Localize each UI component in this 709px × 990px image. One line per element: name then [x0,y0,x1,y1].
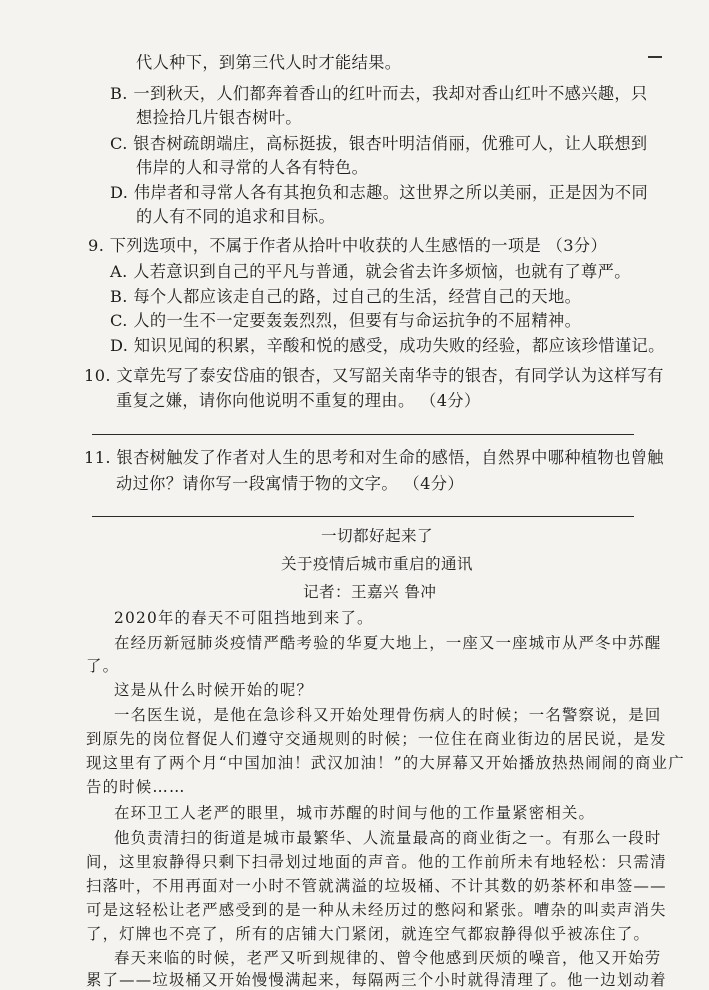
article-paragraph-3: 这是从什么时候开始的呢？ [114,681,314,699]
article-paragraph-2-continuation: 了。 [86,657,120,675]
article-paragraph-6-line-5: 了，灯牌也不亮了，所有的店铺大门紧闭，就连空气都寂静得似乎被冻住了。 [86,925,651,943]
q8-option-a-continuation: 代人种下，到第三代人时才能结果。 [136,53,402,72]
article-paragraph-4: 一名医生说，是他在急诊科又开始处理骨伤病人的时候；一名警察说，是回 [114,706,662,724]
article-paragraph-5: 在环卫工人老严的眼里，城市苏醒的时间与他的工作量紧密相关。 [114,804,596,822]
article-paragraph-6-line-4: 可是这轻松让老严感受到的是一种从未经历过的憋闷和紧张。嘈杂的叫卖声消失 [86,901,667,919]
q11-stem-continuation: 动过你？请你写一段寓情于物的文字。 （4分） [116,474,464,493]
article-paragraph-7-line-2: 累了——垃圾桶又开始慢慢满起来，每隔两三个小时就得清理了。他一边划动着 [86,971,667,989]
q9-option-c: C. 人的一生不一定要轰轰烈烈，但要有与命运抗争的不屈精神。 [110,311,582,330]
q8-option-d-continuation: 的人有不同的追求和目标。 [136,207,336,226]
q9-option-a: A. 人若意识到自己的平凡与普通，就会省去许多烦恼，也就有了尊严。 [110,262,631,281]
q8-option-b-continuation: 想捡拾几片银杏树叶。 [136,108,302,127]
q9-stem: 9. 下列选项中，不属于作者从拾叶中收获的人生感悟的一项是 （3分） [88,236,608,255]
q11-answer-line[interactable] [92,516,634,517]
article-paragraph-1: 2020年的春天不可阻挡地到来了。 [114,609,374,627]
q8-option-c-continuation: 伟岸的人和寻常的人各有特色。 [136,158,369,177]
q11-stem: 11. 银杏树触发了作者对人生的思考和对生命的感悟，自然界中哪种植物也曾触 [84,448,664,467]
q10-stem-continuation: 重复之嫌，请你向他说明不重复的理由。 （4分） [116,391,481,410]
q9-option-b: B. 每个人都应该走自己的路，过自己的生活，经营自己的天地。 [110,287,582,306]
article-subtitle: 关于疫情后城市重启的通讯 [281,555,473,573]
article-paragraph-7: 春天来临的时候，老严又听到规律的、曾令他感到厌烦的噪音，他又开始劳 [114,949,662,967]
article-paragraph-6-line-3: 扫落叶，不用再面对一小时不管就满溢的垃圾桶、不计其数的奶茶杯和串签—— [86,877,667,895]
q8-option-b: B. 一到秋天，人们都奔着香山的红叶而去，我却对香山红叶不感兴趣，只 [110,84,648,103]
q8-option-d: D. 伟岸者和寻常人各有其抱负和志趣。这世界之所以美丽，正是因为不同 [110,183,649,202]
q10-answer-line[interactable] [92,434,634,435]
q9-option-d: D. 知识见闻的积累，辛酸和悦的感受，成功失败的经验，都应该珍惜谨记。 [110,336,665,355]
article-paragraph-6-line-2: 间，这里寂静得只剩下扫帚划过地面的声音。他的工作前所未有地轻松：只需清 [86,853,667,871]
q8-option-c: C. 银杏树疏朗端庄，高标挺拔，银杏叶明洁俏丽，优雅可人，让人联想到 [110,134,648,153]
article-paragraph-4-line-2: 到原先的岗位督促人们遵守交通规则的时候；一位住在商业街边的居民说，是发 [86,730,667,748]
article-paragraph-2: 在经历新冠肺炎疫情严酷考验的华夏大地上，一座又一座城市从严冬中苏醒 [114,634,662,652]
article-title: 一切都好起来了 [321,527,433,545]
margin-mark [648,56,662,58]
article-paragraph-4-line-4: 告的时候…… [86,778,186,796]
q10-stem: 10. 文章先写了泰安岱庙的银杏，又写韶关南华寺的银杏，有同学认为这样写有 [84,366,664,385]
article-byline: 记者：王嘉兴 鲁冲 [303,583,437,601]
article-paragraph-6: 他负责清扫的街道是城市最繁华、人流量最高的商业街之一。有那么一段时 [114,829,662,847]
article-paragraph-4-line-3: 现这里有了两个月“中国加油！武汉加油！”的大屏幕又开始播放热热闹闹的商业广 [86,754,685,772]
